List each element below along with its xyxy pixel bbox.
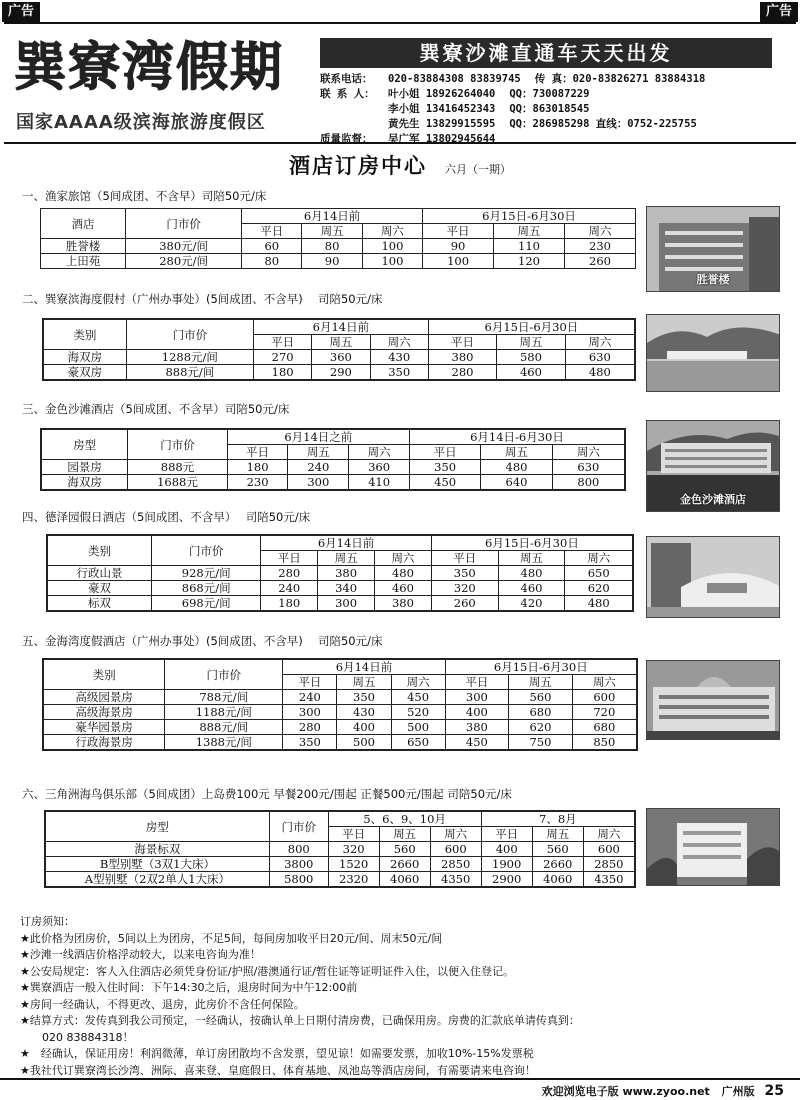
table-cell: 350 (370, 365, 428, 381)
day-header: 平日 (328, 827, 379, 842)
day-header: 周六 (572, 675, 637, 690)
table-cell: 高级园景房 (43, 690, 165, 705)
note-line: ★房间一经确认，不得更改、退房，此房价不含任何保险。 (20, 997, 305, 1011)
day-header: 周五 (497, 335, 565, 350)
table-header-row (45, 811, 635, 827)
table-cell: 1288元/间 (126, 350, 253, 365)
day-header: 周五 (498, 551, 565, 566)
table-cell: 400 (337, 720, 391, 735)
table-cell: 600 (583, 842, 635, 857)
table-cell: 350 (431, 566, 498, 581)
table-cell: 750 (509, 735, 573, 751)
table-cell: 630 (552, 460, 625, 475)
section-heading-6: 六、三角洲海鸟俱乐部（5间成团）上岛费100元 早餐200元/围起 正餐500元/围起 司陪50元/床 (22, 787, 512, 801)
day-header: 周六 (565, 335, 635, 350)
note-line: 020 83884318！ (20, 1030, 134, 1044)
note-line: ★我社代订巽寮湾长沙湾、洲际、喜来登、皇庭假日、体育基地、凤池岛等酒店房间，有需要请来电咨询！ (20, 1063, 536, 1077)
table-cell: 1520 (328, 857, 379, 872)
table-cell: 300 (445, 690, 509, 705)
table-cell: 600 (572, 690, 637, 705)
col-header-rack-rate: 门市价 (126, 319, 253, 350)
table-cell: 400 (445, 705, 509, 720)
col-header-rack-rate: 门市价 (165, 659, 283, 690)
brand-subtitle: 国家AAAA级滨海旅游度假区 (16, 112, 266, 133)
table-cell: 280 (261, 566, 318, 581)
table-cell: 240 (283, 690, 337, 705)
day-header: 平日 (481, 827, 532, 842)
note-line: ★沙滩一线酒店价格浮动较大，以来电咨询为准！ (20, 948, 261, 961)
photo-shengyulou (646, 206, 780, 292)
table-cell: 60 (242, 239, 302, 254)
table-cell: 340 (318, 581, 375, 596)
day-header: 周五 (481, 445, 552, 460)
table-cell: 行政山景 (47, 566, 152, 581)
table-cell: 320 (328, 842, 379, 857)
day-header: 平日 (227, 445, 288, 460)
table-cell: 360 (312, 350, 370, 365)
table-cell: 4350 (583, 872, 635, 888)
note-line: ★ 经确认，保证用房！利润微薄，单订房团散均不含发票，望见谅！如需要发票，加收10%-15%发票税 (20, 1047, 534, 1060)
table-cell: 1188元/间 (165, 705, 283, 720)
table-cell: 650 (565, 566, 633, 581)
table-cell: 480 (481, 460, 552, 475)
footer (0, 1078, 800, 1100)
resort-building-image (647, 661, 780, 740)
day-header: 周五 (312, 335, 370, 350)
table-cell: 180 (227, 460, 288, 475)
header (4, 22, 796, 144)
day-header: 周六 (375, 551, 432, 566)
table-cell: 100 (362, 254, 422, 269)
table-cell: 480 (498, 566, 565, 581)
table-cell: 290 (312, 365, 370, 381)
table-cell: 560 (509, 690, 573, 705)
day-header: 平日 (428, 335, 496, 350)
table-cell: 410 (349, 475, 410, 491)
table-cell: 1388元/间 (165, 735, 283, 751)
day-header: 周五 (337, 675, 391, 690)
table-cell: 1900 (481, 857, 532, 872)
contact-info (320, 72, 705, 147)
note-line: ★巽寮酒店一般入住时间：下午14:30之后，退房时间为中午12:00前 (20, 981, 358, 994)
table-cell: 豪华园景房 (43, 720, 165, 735)
period-header: 7、8月 (481, 811, 635, 827)
table-cell: 5800 (269, 872, 328, 888)
period-header: 6月14日前 (254, 319, 429, 335)
table-cell: 380 (428, 350, 496, 365)
villa-image (647, 809, 780, 886)
table-cell: 豪双 (47, 581, 152, 596)
table-cell: 4350 (430, 872, 481, 888)
day-header: 平日 (423, 224, 494, 239)
table-row (41, 254, 636, 269)
rate-table-jinhaiwan (42, 658, 638, 751)
table-row (47, 581, 633, 596)
table-cell: 260 (431, 596, 498, 612)
table-cell: A型别墅（2双2单人1大床） (45, 872, 269, 888)
table-cell: 450 (391, 690, 445, 705)
period-header: 6月15日-6月30日 (428, 319, 635, 335)
table-cell: 350 (337, 690, 391, 705)
table-header-row (43, 659, 637, 675)
day-header: 周五 (318, 551, 375, 566)
day-header: 周五 (494, 224, 565, 239)
table-cell: 320 (431, 581, 498, 596)
page-number: 25 (764, 1083, 784, 1099)
day-header: 平日 (445, 675, 509, 690)
note-line: ★公安局规定：客人入住酒店必须凭身份证/护照/港澳通行证/暂住证等证明证件入住，以便入住登记。 (20, 964, 514, 978)
period-header: 6月14日-6月30日 (409, 429, 625, 445)
beach-resort-image (647, 315, 780, 392)
table-cell: 240 (288, 460, 349, 475)
section-heading-5: 五、金海湾度假酒店（广州办事处）(5间成团、不含早) 司陪50元/床 (22, 634, 383, 648)
period-header: 6月14日之前 (227, 429, 409, 445)
table-cell: 4060 (532, 872, 583, 888)
day-header: 周六 (564, 224, 635, 239)
table-cell: 海双房 (43, 350, 126, 365)
table-cell: 680 (509, 705, 573, 720)
day-header: 周五 (379, 827, 430, 842)
table-cell: 280元/间 (126, 254, 242, 269)
table-row (41, 475, 625, 491)
table-cell: 450 (409, 475, 480, 491)
day-header: 周六 (583, 827, 635, 842)
day-header: 平日 (242, 224, 302, 239)
table-cell: 260 (564, 254, 635, 269)
day-header: 周五 (532, 827, 583, 842)
day-header: 周六 (362, 224, 422, 239)
rate-table-binhai-resort (42, 318, 636, 381)
table-cell: B型别墅（3双1大床） (45, 857, 269, 872)
table-cell: 460 (497, 365, 565, 381)
col-header-type: 类别 (43, 659, 165, 690)
section-heading-4: 四、德泽园假日酒店（5间成团、不含早） 司陪50元/床 (22, 510, 311, 524)
table-cell: 480 (375, 566, 432, 581)
table-cell: 80 (242, 254, 302, 269)
col-header-type: 酒店 (41, 209, 126, 239)
table-cell: 450 (445, 735, 509, 751)
table-cell: 788元/间 (165, 690, 283, 705)
day-header: 周六 (565, 551, 633, 566)
period-header: 6月14日前 (242, 209, 423, 224)
table-cell: 胜誉楼 (41, 239, 126, 254)
table-cell: 868元/间 (152, 581, 261, 596)
table-cell: 600 (430, 842, 481, 857)
col-header-type: 类别 (47, 535, 152, 566)
table-cell: 280 (283, 720, 337, 735)
day-header: 周六 (430, 827, 481, 842)
day-header: 平日 (261, 551, 318, 566)
table-cell: 230 (227, 475, 288, 491)
table-cell: 460 (375, 581, 432, 596)
col-header-rack-rate: 门市价 (269, 811, 328, 842)
table-cell: 180 (254, 365, 312, 381)
table-cell: 630 (565, 350, 635, 365)
table-cell: 720 (572, 705, 637, 720)
hotel-gate-image (647, 537, 780, 618)
table-cell: 110 (494, 239, 565, 254)
day-header: 平日 (283, 675, 337, 690)
photo-delta-club (646, 808, 780, 886)
section-heading-1: 一、渔家旅馆（5间成团、不含早）司陪50元/床 (22, 189, 267, 203)
period-header: 6月14日前 (283, 659, 445, 675)
table-cell: 300 (318, 596, 375, 612)
table-header-row (41, 209, 636, 224)
contact-row: 李小姐 13416452343 QQ：863018545 (388, 103, 590, 115)
table-cell: 海景标双 (45, 842, 269, 857)
ad-tag-right: 广告 (760, 2, 798, 22)
table-cell: 100 (362, 239, 422, 254)
note-line: ★结算方式：发传真到我公司预定，一经确认，按确认单上日期付清房费，已确保用房。房费的汇款底单请传真到： (20, 1014, 580, 1027)
rate-table-dezeyuan (46, 534, 634, 612)
table-cell: 680 (572, 720, 637, 735)
issue-label: 六月（一期） (445, 163, 511, 176)
col-header-rack-rate: 门市价 (126, 209, 242, 239)
table-cell: 90 (423, 239, 494, 254)
col-header-type: 房型 (41, 429, 128, 460)
page-title: 酒店订房中心 六月（一期） (289, 154, 511, 178)
table-row (47, 596, 633, 612)
table-cell: 650 (391, 735, 445, 751)
table-row (43, 690, 637, 705)
table-cell: 高级海景房 (43, 705, 165, 720)
table-row (47, 566, 633, 581)
table-cell: 海双房 (41, 475, 128, 491)
rate-table-golden-beach (40, 428, 626, 491)
table-row (43, 720, 637, 735)
table-cell: 888元/间 (165, 720, 283, 735)
table-cell: 350 (409, 460, 480, 475)
table-cell: 2660 (379, 857, 430, 872)
table-cell: 300 (288, 475, 349, 491)
table-cell: 2850 (430, 857, 481, 872)
table-cell: 560 (379, 842, 430, 857)
table-cell: 2660 (532, 857, 583, 872)
day-header: 平日 (431, 551, 498, 566)
rate-table-delta-club (44, 810, 636, 888)
table-row (45, 857, 635, 872)
booking-notes (20, 914, 785, 1079)
day-header: 周六 (370, 335, 428, 350)
day-header: 周五 (288, 445, 349, 460)
day-header: 周六 (391, 675, 445, 690)
table-row (45, 842, 635, 857)
col-header-type: 房型 (45, 811, 269, 842)
period-header: 6月15日-6月30日 (445, 659, 637, 675)
table-cell: 888元/间 (126, 365, 253, 381)
table-cell: 520 (391, 705, 445, 720)
table-cell: 640 (481, 475, 552, 491)
notes-heading: 订房须知： (20, 915, 75, 928)
table-cell: 380 (445, 720, 509, 735)
table-cell: 800 (552, 475, 625, 491)
day-header: 平日 (409, 445, 480, 460)
footer-website: 欢迎浏览电子版 www.zyoo.net (541, 1085, 710, 1098)
section-heading-3: 三、金色沙滩酒店（5间成团、不含早）司陪50元/床 (22, 402, 290, 416)
table-cell: 园景房 (41, 460, 128, 475)
table-cell: 2900 (481, 872, 532, 888)
table-cell: 280 (428, 365, 496, 381)
table-cell: 上田苑 (41, 254, 126, 269)
photo-dezeyuan-hotel (646, 536, 780, 618)
table-row (43, 735, 637, 751)
table-cell: 240 (261, 581, 318, 596)
photo-jinhaiwan-hotel (646, 660, 780, 740)
table-row (43, 350, 635, 365)
period-header: 6月15日-6月30日 (431, 535, 633, 551)
table-cell: 100 (423, 254, 494, 269)
table-cell: 480 (565, 596, 633, 612)
contact-row: 质量监督： 吴广军 13802945644 (320, 133, 496, 145)
table-cell: 698元/间 (152, 596, 261, 612)
slogan-banner: 巽寮沙滩直通车天天出发 (320, 38, 772, 68)
table-cell: 270 (254, 350, 312, 365)
photo-binhai-resort (646, 314, 780, 392)
period-header: 5、6、9、10月 (328, 811, 481, 827)
table-cell: 380 (375, 596, 432, 612)
photo-caption: 金色沙滩酒店 (680, 493, 746, 506)
col-header-type: 类别 (43, 319, 126, 350)
table-cell: 360 (349, 460, 410, 475)
footer-edition: 广州版 (721, 1085, 755, 1098)
table-cell: 300 (283, 705, 337, 720)
table-cell: 380元/间 (126, 239, 242, 254)
table-header-row (47, 535, 633, 551)
table-cell: 4060 (379, 872, 430, 888)
note-line: ★此价格为团房价，5间以上为团房，不足5间，每间房加收平日20元/间、周末50元/间 (20, 931, 443, 945)
rate-table-fishing-inn (40, 208, 636, 269)
table-cell: 180 (261, 596, 318, 612)
table-cell: 928元/间 (152, 566, 261, 581)
table-row (43, 365, 635, 381)
table-cell: 230 (564, 239, 635, 254)
table-cell: 1688元 (128, 475, 227, 491)
contact-row: 联系电话： 020-83884308 83839745 传 真：020-83826271 83884318 (320, 73, 706, 85)
table-cell: 2850 (583, 857, 635, 872)
table-cell: 460 (498, 581, 565, 596)
table-cell: 580 (497, 350, 565, 365)
table-cell: 400 (481, 842, 532, 857)
table-cell: 3800 (269, 857, 328, 872)
table-cell: 行政海景房 (43, 735, 165, 751)
table-row (41, 460, 625, 475)
table-cell: 850 (572, 735, 637, 751)
contact-row: 黄先生 13829915595 QQ：286985298 直线：0752-225755 (388, 118, 697, 130)
day-header: 周六 (349, 445, 410, 460)
table-cell: 560 (532, 842, 583, 857)
table-row (43, 705, 637, 720)
ad-tag-left: 广告 (2, 2, 40, 22)
day-header: 周五 (509, 675, 573, 690)
table-cell: 620 (509, 720, 573, 735)
table-header-row (41, 429, 625, 445)
table-cell: 80 (302, 239, 362, 254)
table-row (41, 239, 636, 254)
table-cell: 90 (302, 254, 362, 269)
table-cell: 500 (337, 735, 391, 751)
table-row (45, 872, 635, 888)
table-cell: 888元 (128, 460, 227, 475)
col-header-rack-rate: 门市价 (128, 429, 227, 460)
col-header-rack-rate: 门市价 (152, 535, 261, 566)
period-header: 6月15日-6月30日 (423, 209, 636, 224)
table-cell: 标双 (47, 596, 152, 612)
table-cell: 豪双房 (43, 365, 126, 381)
table-cell: 2320 (328, 872, 379, 888)
photo-golden-beach-hotel (646, 420, 780, 512)
table-cell: 120 (494, 254, 565, 269)
day-header: 周五 (302, 224, 362, 239)
period-header: 6月14日前 (261, 535, 432, 551)
contact-row: 联 系 人： 叶小姐 18926264040 QQ：730087229 (320, 88, 590, 100)
day-header: 平日 (254, 335, 312, 350)
table-header-row (43, 319, 635, 335)
table-cell: 430 (370, 350, 428, 365)
day-header: 周六 (552, 445, 625, 460)
photo-caption: 胜誉楼 (696, 273, 730, 286)
table-cell: 420 (498, 596, 565, 612)
table-cell: 430 (337, 705, 391, 720)
brand-title: 巽寮湾假期 (14, 37, 285, 98)
table-cell: 350 (283, 735, 337, 751)
table-cell: 800 (269, 842, 328, 857)
table-cell: 620 (565, 581, 633, 596)
table-cell: 500 (391, 720, 445, 735)
table-cell: 380 (318, 566, 375, 581)
section-heading-2: 二、巽寮滨海度假村（广州办事处）(5间成团、不含早) 司陪50元/床 (22, 292, 383, 306)
table-cell: 480 (565, 365, 635, 381)
